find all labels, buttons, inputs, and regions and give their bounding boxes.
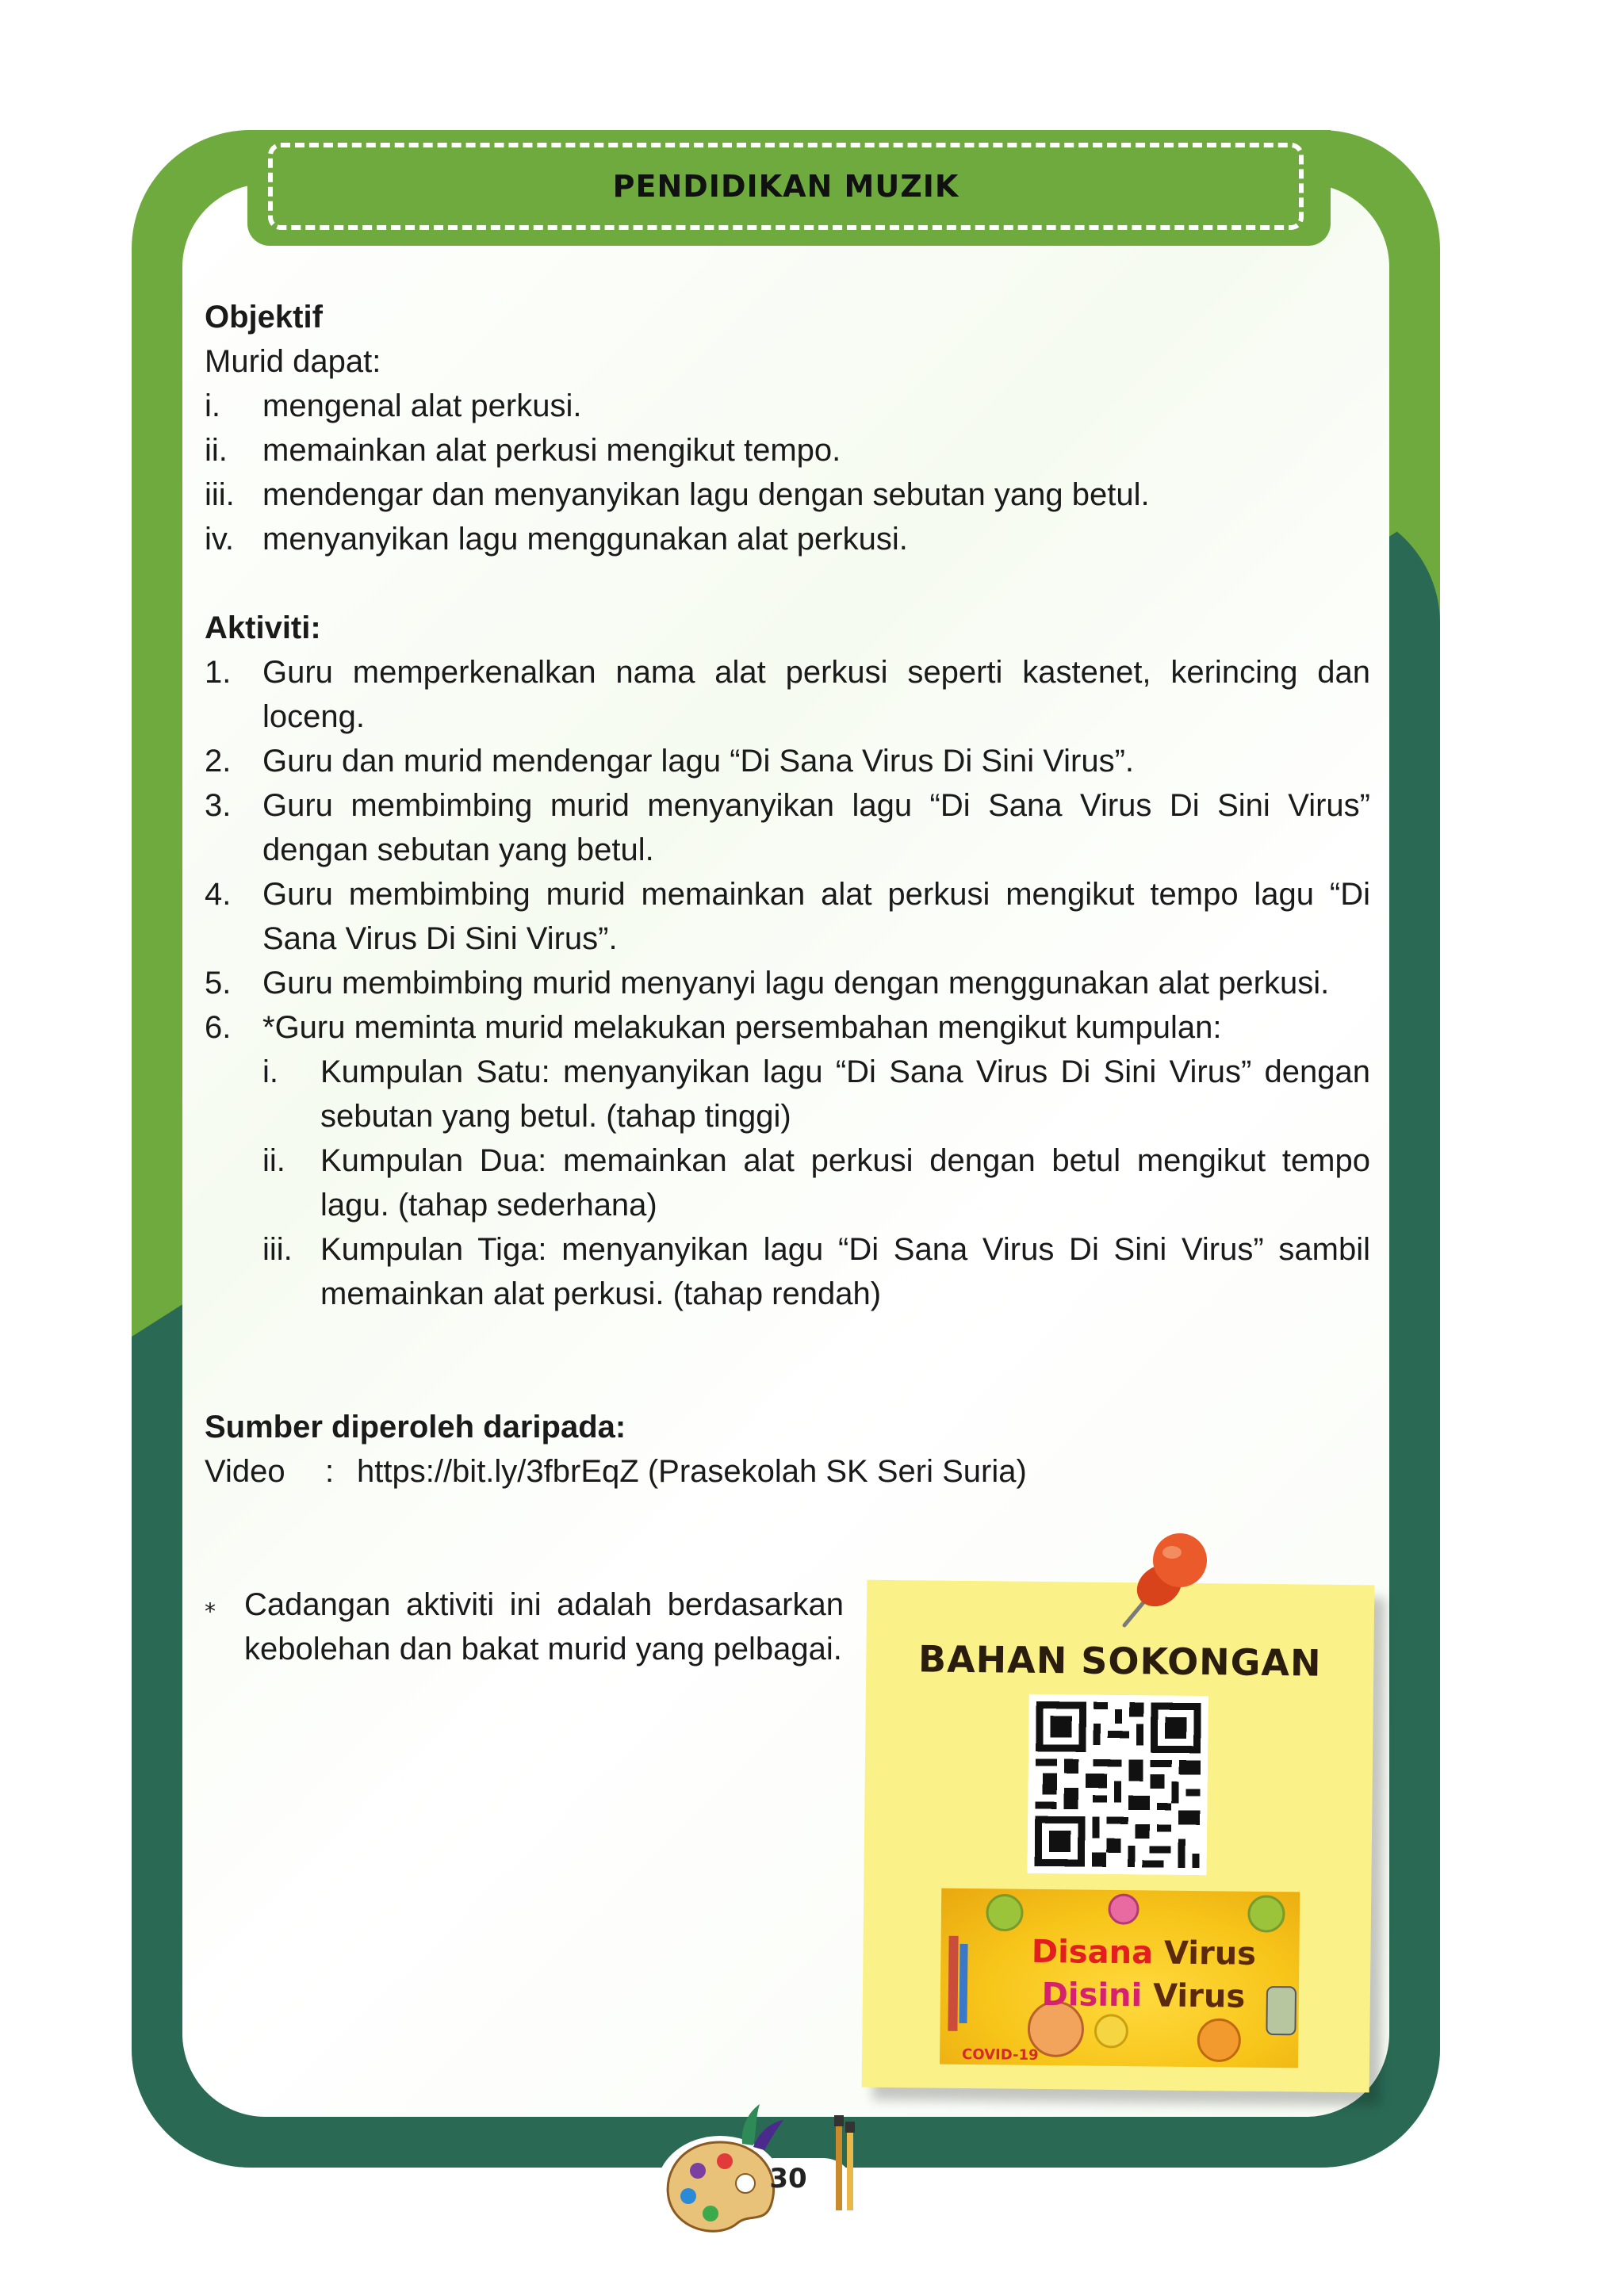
objective-item [205, 384, 1370, 428]
item-number: i. [205, 388, 220, 423]
activity-item [205, 1005, 1370, 1050]
asterisk-icon: ⁎ [205, 1592, 216, 1617]
activity-subitem [262, 1138, 1370, 1227]
activity-subitem [262, 1050, 1370, 1138]
item-number: 1. [205, 655, 232, 690]
item-text: mengenal alat perkusi. [262, 388, 582, 423]
source-heading: Sumber diperoleh daripada: [205, 1410, 626, 1445]
objective-item [205, 428, 1370, 473]
page-number: 30 [769, 2163, 807, 2195]
item-number: ii. [205, 433, 228, 468]
item-number: iv. [205, 522, 235, 557]
activities-heading: Aktiviti: [205, 610, 321, 645]
item-text: Guru membimbing murid memainkan alat perkusi mengikut tempo lagu “Di Sana Virus Di Sini Virus”. [262, 877, 1370, 956]
sticky-title: BAHAN SOKONGAN [917, 1637, 1322, 1685]
item-text: menyanyikan lagu menggunakan alat perkusi. [262, 522, 908, 557]
activity-item [205, 961, 1370, 1005]
thumbnail-word: Virus [1163, 1934, 1257, 1973]
thumbnail-line-2 [940, 1976, 1299, 2016]
page-title: PENDIDIKAN MUZIK [268, 143, 1304, 230]
thumbnail-word: Disini [1041, 1976, 1143, 2015]
source-label: Video [205, 1454, 285, 1489]
video-thumbnail[interactable] [940, 1888, 1300, 2068]
item-text: mendengar dan menyanyikan lagu dengan sebutan yang betul. [262, 477, 1150, 512]
objective-intro: Murid dapat: [205, 344, 381, 379]
item-text: Guru membimbing murid menyanyikan lagu “Di Sana Virus Di Sini Virus” dengan sebutan yang betul. [262, 788, 1370, 867]
activity-item [205, 650, 1370, 739]
palette-brush-icon [649, 2095, 871, 2245]
thumbnail-line-1 [940, 1933, 1299, 1973]
item-text: memainkan alat perkusi mengikut tempo. [262, 433, 841, 468]
item-number: 6. [205, 1010, 232, 1045]
objective-item [205, 473, 1370, 517]
main-content [205, 295, 1370, 1494]
source-note: (Prasekolah SK Seri Suria) [647, 1454, 1027, 1489]
activity-item [205, 872, 1370, 961]
footnote-text: Cadangan aktiviti ini adalah berdasarkan kebolehan dan bakat murid yang pelbagai. [244, 1587, 844, 1667]
covid-badge: COVID-19 [961, 2045, 1039, 2064]
activity-subitem [262, 1227, 1370, 1316]
item-text: Kumpulan Satu: menyanyikan lagu “Di Sana Virus Di Sini Virus” dengan sebutan yang betul. (tahap tinggi) [320, 1054, 1370, 1134]
item-number: i. [262, 1054, 278, 1089]
sticky-note [862, 1580, 1375, 2093]
item-number: iii. [205, 477, 235, 512]
objective-heading: Objektif [205, 300, 323, 335]
footnote [205, 1582, 844, 1671]
item-number: 4. [205, 877, 232, 912]
activity-item [205, 783, 1370, 872]
thumbnail-word: Virus [1152, 1977, 1246, 2015]
item-text: Kumpulan Tiga: menyanyikan lagu “Di Sana Virus Di Sini Virus” sambil memainkan alat perkusi. (tahap rendah) [320, 1232, 1370, 1311]
activity-item [205, 739, 1370, 783]
item-text: Guru membimbing murid menyanyi lagu dengan menggunakan alat perkusi. [262, 966, 1330, 1001]
item-number: 2. [205, 744, 232, 779]
objective-item [205, 517, 1370, 561]
item-number: iii. [262, 1232, 293, 1267]
item-number: 5. [205, 966, 232, 1001]
thumbnail-word: Disana [1031, 1933, 1154, 1972]
item-number: 3. [205, 788, 232, 823]
qr-code-icon[interactable] [1028, 1694, 1208, 1875]
item-text: *Guru meminta murid melakukan persembahan mengikut kumpulan: [262, 1010, 1222, 1045]
item-text: Kumpulan Dua: memainkan alat perkusi dengan betul mengikut tempo lagu. (tahap sederhana) [320, 1143, 1370, 1223]
item-number: ii. [262, 1143, 285, 1178]
source-row [205, 1449, 1370, 1494]
item-text: Guru dan murid mendengar lagu “Di Sana Virus Di Sini Virus”. [262, 744, 1135, 779]
source-colon: : [325, 1454, 335, 1489]
item-text: Guru memperkenalkan nama alat perkusi seperti kastenet, kerincing dan loceng. [262, 655, 1370, 734]
push-pin-icon [1107, 1525, 1218, 1636]
source-link[interactable]: https://bit.ly/3fbrEqZ [357, 1454, 639, 1489]
